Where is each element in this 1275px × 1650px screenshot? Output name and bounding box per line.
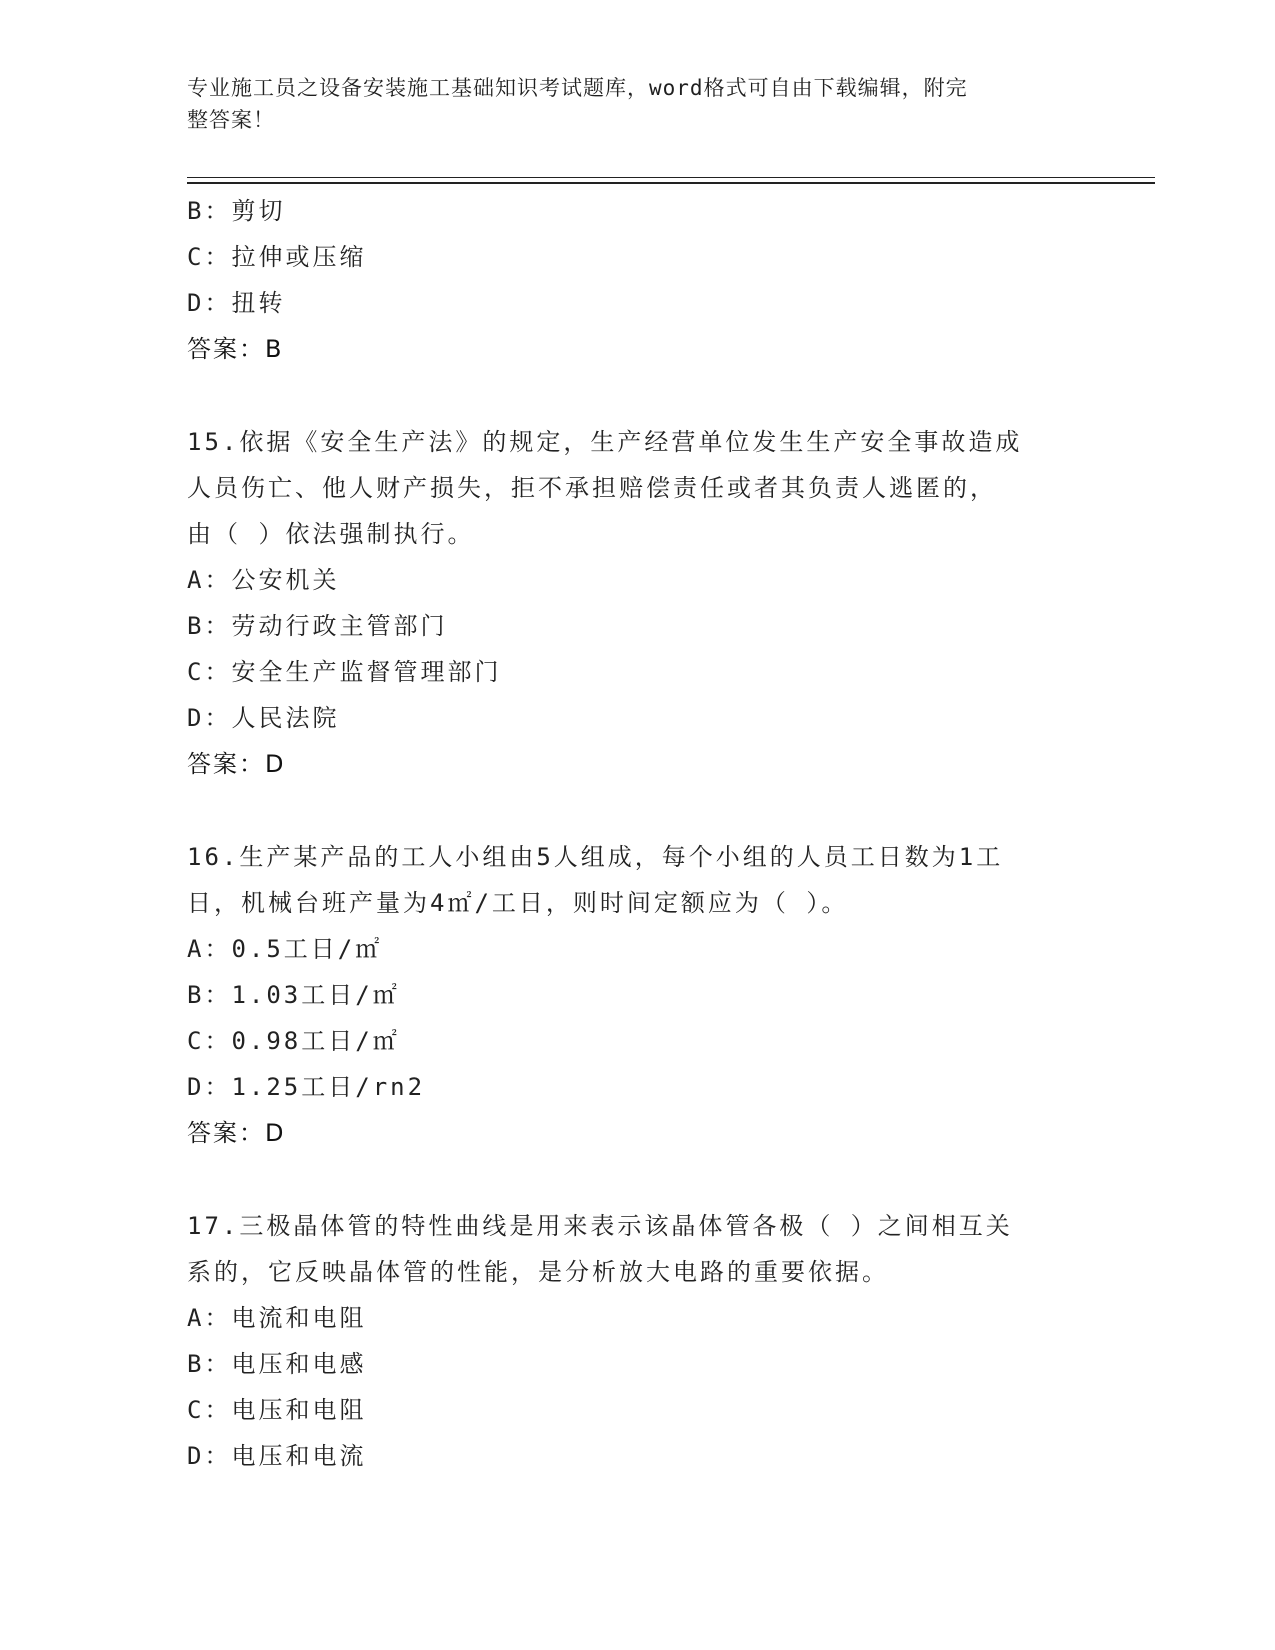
question-stem: [187, 834, 1087, 926]
header-line-2: 整答案！: [187, 108, 275, 132]
option-b: B：电压和电感: [187, 1350, 367, 1378]
option-d: D：电压和电流: [187, 1442, 367, 1470]
document-header: [187, 72, 1077, 136]
stem-line: 由（ ）依法强制执行。: [187, 520, 475, 548]
answer-line: 答案：D: [187, 1119, 286, 1147]
question-stem: [187, 419, 1087, 557]
option-c: C：0.98工日/㎡: [187, 1027, 400, 1055]
option-a: A：0.5工日/㎡: [187, 935, 383, 963]
option-d: D：人民法院: [187, 704, 340, 732]
option-d: D：扭转: [187, 289, 286, 317]
option-c: C：电压和电阻: [187, 1396, 367, 1424]
option-d: D：1.25工日/rn2: [187, 1073, 426, 1101]
question-15: [187, 419, 1087, 787]
stem-line: 16.生产某产品的工人小组由5人组成，每个小组的人员工日数为1工: [187, 843, 1004, 871]
spacer: [187, 787, 1087, 834]
answer-line: 答案：B: [187, 335, 284, 363]
stem-line: 系的，它反映晶体管的性能，是分析放大电路的重要依据。: [187, 1258, 889, 1286]
answer-line: 答案：D: [187, 750, 286, 778]
stem-line: 人员伤亡、他人财产损失，拒不承担赔偿责任或者其负责人逃匿的，: [187, 474, 997, 502]
header-divider-thin: [187, 177, 1155, 178]
question-stem: [187, 1203, 1087, 1295]
question-list: [187, 188, 1087, 1479]
question-16: [187, 834, 1087, 1156]
question-17: [187, 1203, 1087, 1479]
stem-line: 15.依据《安全生产法》的规定，生产经营单位发生生产安全事故造成: [187, 428, 1023, 456]
stem-line: 17.三极晶体管的特性曲线是用来表示该晶体管各极（ ）之间相互关: [187, 1212, 1013, 1240]
spacer: [187, 1156, 1087, 1203]
option-c: C：拉伸或压缩: [187, 243, 367, 271]
option-a: A：电流和电阻: [187, 1304, 367, 1332]
spacer: [187, 372, 1087, 419]
option-c: C：安全生产监督管理部门: [187, 658, 502, 686]
header-line-1: 专业施工员之设备安装施工基础知识考试题库，word格式可自由下载编辑，附完: [187, 76, 968, 100]
question-14: [187, 188, 1087, 372]
option-b: B：剪切: [187, 197, 286, 225]
header-divider-thick: [187, 182, 1155, 184]
stem-line: 日，机械台班产量为4㎡/工日，则时间定额应为（ ）。: [187, 889, 849, 917]
option-a: A：公安机关: [187, 566, 340, 594]
option-b: B：1.03工日/㎡: [187, 981, 400, 1009]
option-b: B：劳动行政主管部门: [187, 612, 448, 640]
